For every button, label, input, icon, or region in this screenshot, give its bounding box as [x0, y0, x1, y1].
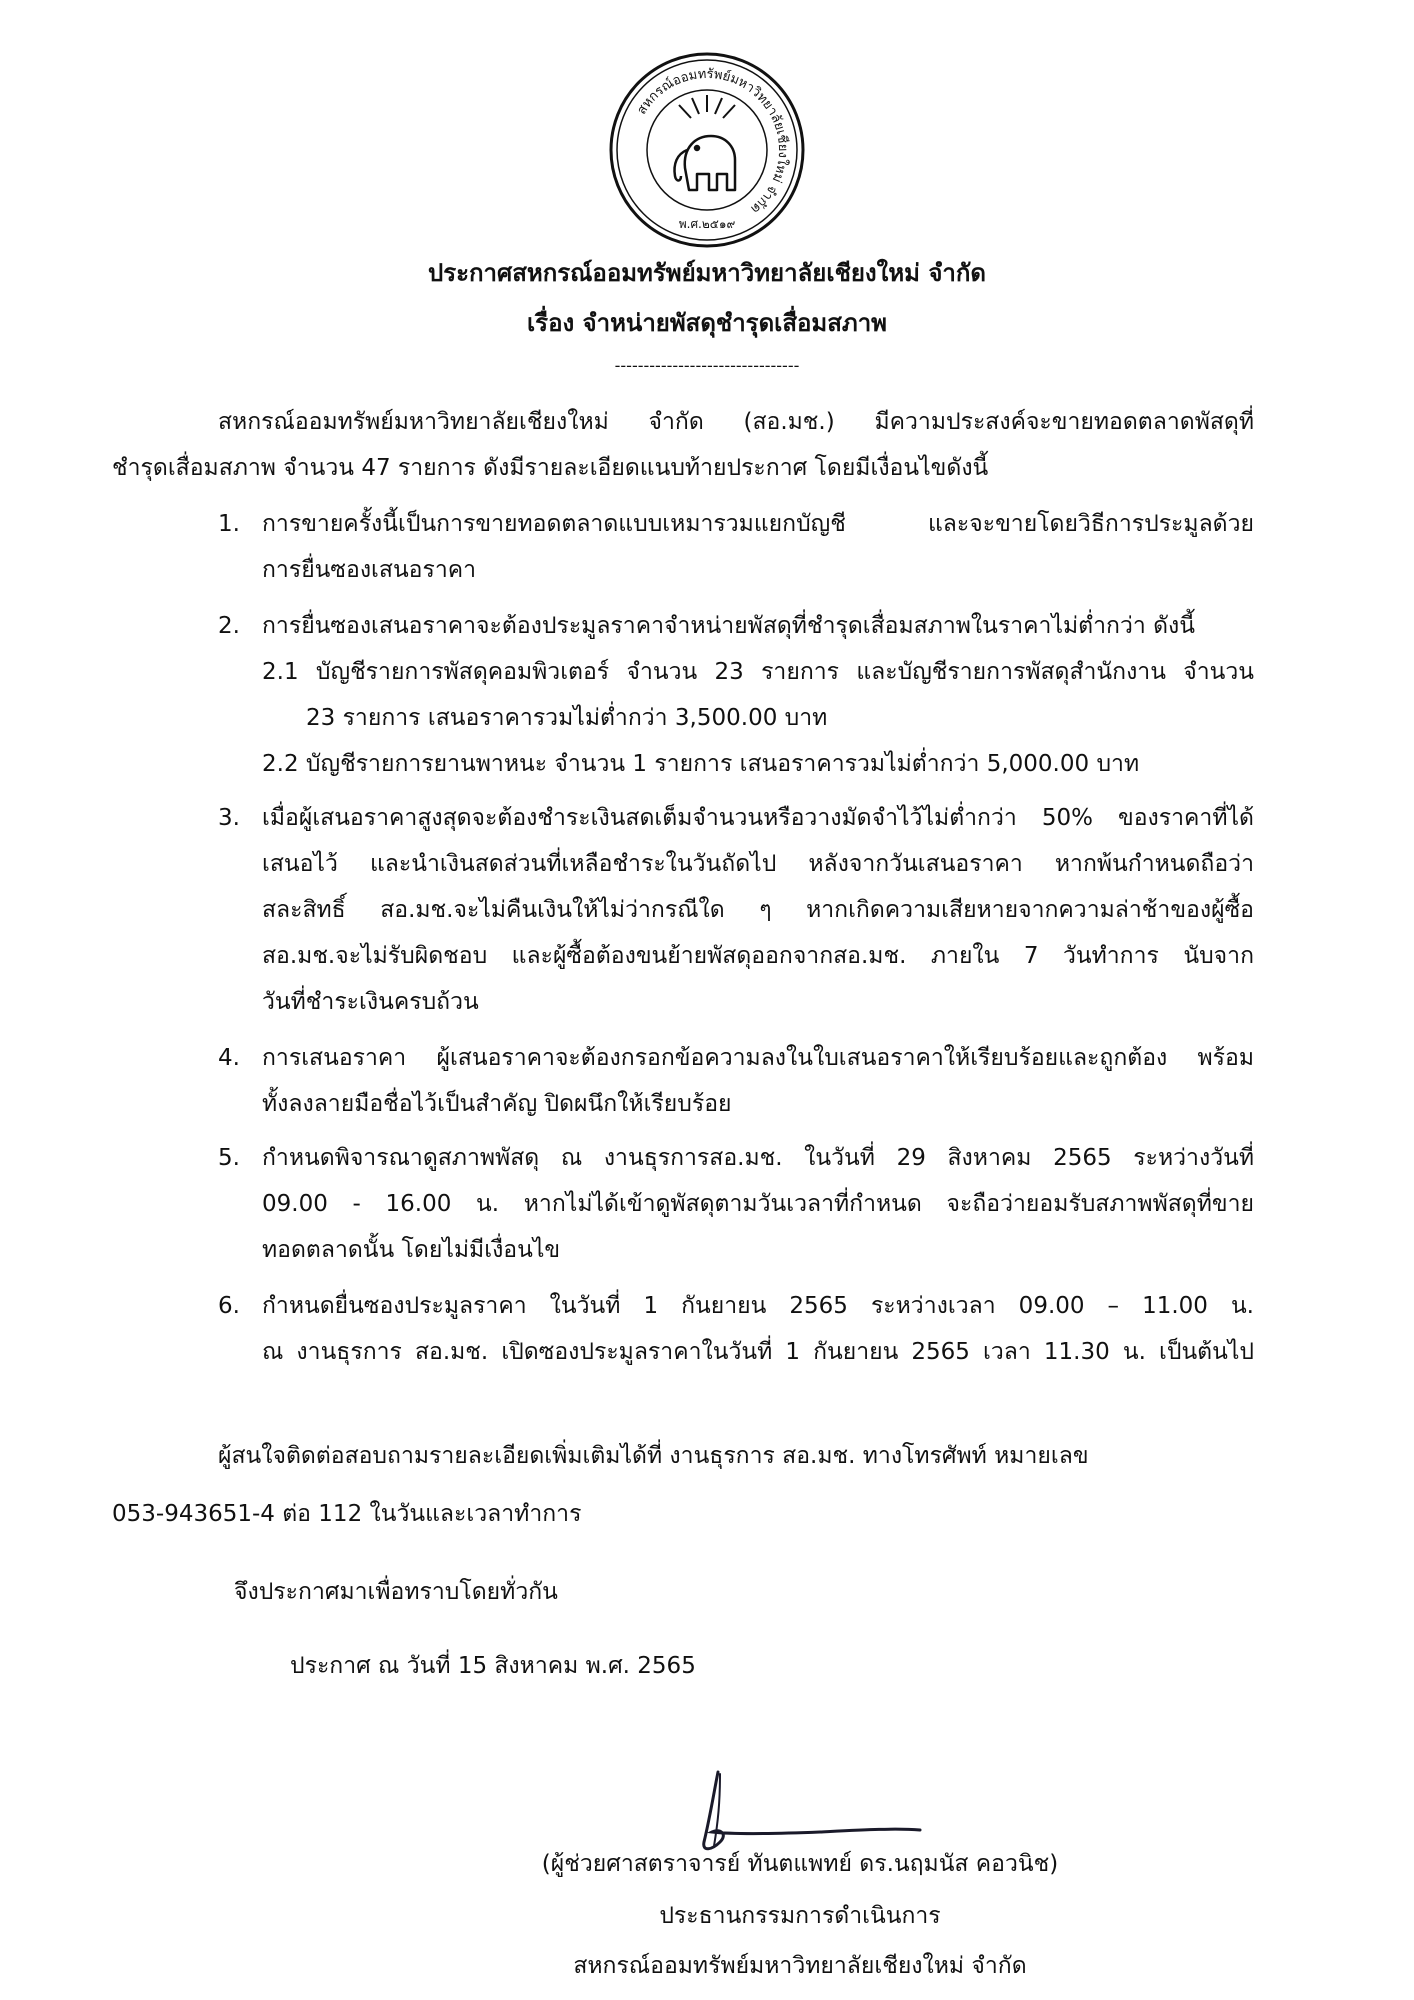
cooperative-seal-logo	[607, 50, 807, 250]
announcement-title: ประกาศสหกรณ์ออมทรัพย์มหาวิทยาลัยเชียงใหม่ จำกัด	[427, 259, 987, 287]
closing-announcement: จึงประกาศมาเพื่อทราบโดยทั่วกัน	[234, 1579, 558, 1605]
condition-6-line-2: ณ งานธุรการ สอ.มช. เปิดซองประมูลราคาในวันที่ 1 กันยายน 2565 เวลา 11.30 น. เป็นต้นไป	[262, 1339, 1254, 1365]
contact-line-2: 053-943651-4 ต่อ 112 ในวันและเวลาทำการ	[112, 1501, 582, 1527]
condition-4-line-2: ทั้งลงลายมือชื่อไว้เป็นสำคัญ ปิดผนึกให้เรียบร้อย	[262, 1091, 732, 1117]
condition-3-line-2: เสนอไว้ และนำเงินสดส่วนที่เหลือชำระในวันถัดไป หลังจากวันเสนอราคา หากพ้นกำหนดถือว่า	[262, 851, 1254, 877]
seal-emblem-icon	[607, 50, 807, 250]
condition-3-line-5: วันที่ชำระเงินครบถ้วน	[262, 989, 479, 1015]
sub-item-2-2: 2.2 บัญชีรายการยานพาหนะ จำนวน 1 รายการ เสนอราคารวมไม่ต่ำกว่า 5,000.00 บาท	[262, 751, 1140, 777]
condition-6-line-1: กำหนดยื่นซองประมูลราคา ในวันที่ 1 กันยายน 2565 ระหว่างเวลา 09.00 – 11.00 น.	[262, 1293, 1254, 1319]
condition-1-line-1: การขายครั้งนี้เป็นการขายทอดตลาดแบบเหมารวมแยกบัญชี และจะขายโดยวิธีการประมูลด้วย	[262, 511, 1254, 537]
condition-3-line-1: เมื่อผู้เสนอราคาสูงสุดจะต้องชำระเงินสดเต็มจำนวนหรือวางมัดจำไว้ไม่ต่ำกว่า 50% ของราคาที่ได้	[262, 805, 1254, 831]
contact-line-1: ผู้สนใจติดต่อสอบถามรายละเอียดเพิ่มเติมได้ที่ งานธุรการ สอ.มช. ทางโทรศัพท์ หมายเลข	[218, 1443, 1089, 1469]
condition-5-line-1: กำหนดพิจารณาดูสภาพพัสดุ ณ งานธุรการสอ.มช. ในวันที่ 29 สิงหาคม 2565 ระหว่างวันที่	[262, 1145, 1254, 1171]
condition-1-number: 1.	[218, 511, 240, 537]
signatory-name: (ผู้ช่วยศาสตราจารย์ ทันตแพทย์ ดร.นฤมนัส คอวนิช)	[541, 1851, 1059, 1877]
svg-text:พ.ศ.๒๕๑๙: พ.ศ.๒๕๑๙	[678, 217, 736, 231]
condition-2-number: 2.	[218, 613, 240, 639]
signatory-organization: สหกรณ์ออมทรัพย์มหาวิทยาลัยเชียงใหม่ จำกัด	[573, 1953, 1027, 1979]
sub-item-2-1-line-2: 23 รายการ เสนอราคารวมไม่ต่ำกว่า 3,500.00 บาท	[306, 705, 828, 731]
intro-line-2: ชำรุดเสื่อมสภาพ จำนวน 47 รายการ ดังมีรายละเอียดแนบท้ายประกาศ โดยมีเงื่อนไขดังนี้	[112, 455, 989, 481]
condition-1-line-2: การยื่นซองเสนอราคา	[262, 557, 477, 583]
announcement-date: ประกาศ ณ วันที่ 15 สิงหาคม พ.ศ. 2565	[290, 1653, 696, 1679]
condition-5-number: 5.	[218, 1145, 240, 1171]
condition-3-line-3: สละสิทธิ์ สอ.มช.จะไม่คืนเงินให้ไม่ว่ากรณีใด ๆ หากเกิดความเสียหายจากความล่าช้าของผู้ซื้อ	[262, 897, 1254, 923]
condition-3-line-4: สอ.มช.จะไม่รับผิดชอบ และผู้ซื้อต้องขนย้ายพัสดุออกจากสอ.มช. ภายใน 7 วันทำการ นับจาก	[262, 943, 1254, 969]
intro-line-1: สหกรณ์ออมทรัพย์มหาวิทยาลัยเชียงใหม่ จำกัด (สอ.มช.) มีความประสงค์จะขายทอดตลาดพัสดุที่	[218, 409, 1254, 435]
condition-6-number: 6.	[218, 1293, 240, 1319]
title-divider: --------------------------------	[614, 356, 800, 375]
condition-4-line-1: การเสนอราคา ผู้เสนอราคาจะต้องกรอกข้อความลงในใบเสนอราคาให้เรียบร้อยและถูกต้อง พร้อม	[262, 1045, 1254, 1071]
condition-5-line-2: 09.00 - 16.00 น. หากไม่ได้เข้าดูพัสดุตามวันเวลาที่กำหนด จะถือว่ายอมรับสภาพพัสดุที่ขาย	[262, 1191, 1254, 1217]
condition-2-line-1: การยื่นซองเสนอราคาจะต้องประมูลราคาจำหน่ายพัสดุที่ชำรุดเสื่อมสภาพในราคาไม่ต่ำกว่า ดังนี้	[262, 613, 1195, 639]
sub-item-2-1-line-1: 2.1 บัญชีรายการพัสดุคอมพิวเตอร์ จำนวน 23 รายการ และบัญชีรายการพัสดุสำนักงาน จำนวน	[262, 659, 1254, 685]
signatory-position: ประธานกรรมการดำเนินการ	[659, 1903, 941, 1929]
condition-3-number: 3.	[218, 805, 240, 831]
announcement-subject: เรื่อง จำหน่ายพัสดุชำรุดเสื่อมสภาพ	[526, 309, 888, 337]
condition-4-number: 4.	[218, 1045, 240, 1071]
svg-text:สหกรณ์ออมทรัพย์มหาวิทยาลัยเชีย: สหกรณ์ออมทรัพย์มหาวิทยาลัยเชียงใหม่ จำกัด	[634, 66, 791, 217]
condition-5-line-3: ทอดตลาดนั้น โดยไม่มีเงื่อนไข	[262, 1237, 561, 1263]
